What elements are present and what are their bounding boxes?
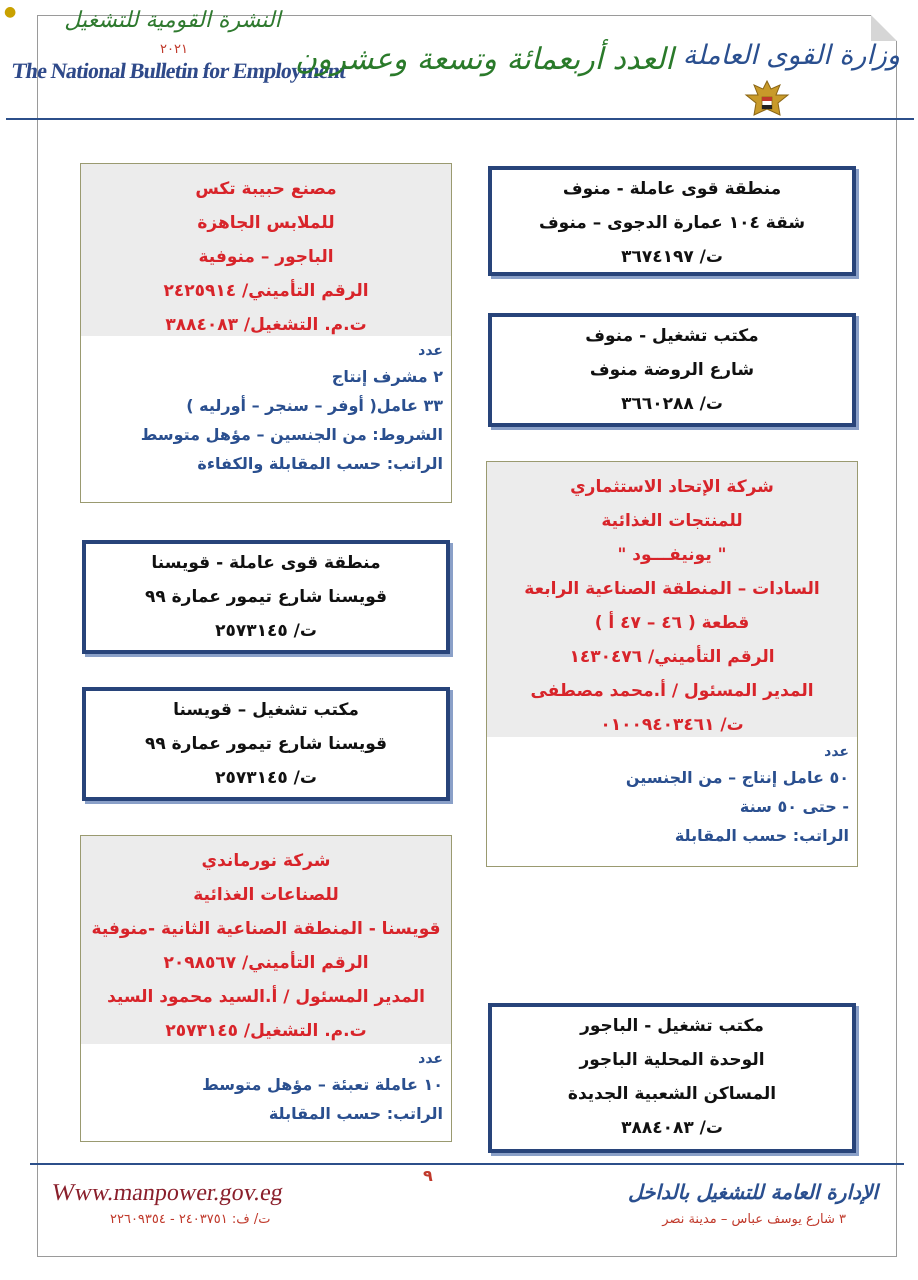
footer-phone: ت/ ف: ٢٤٠٣٧٥١ - ٢٢٦٠٩٣٥٤ bbox=[110, 1212, 271, 1227]
box-line: منطقة قوى عاملة - منوف bbox=[562, 179, 782, 199]
box-line: الوحدة المحلية الباجور bbox=[579, 1050, 765, 1070]
count-label: عدد bbox=[418, 343, 443, 359]
issue-title: العدد أربعمائة وتسعة وعشرون bbox=[295, 42, 674, 77]
job-details bbox=[81, 336, 451, 484]
page-fold-corner bbox=[871, 15, 897, 41]
bulletin-year: ٢٠٢١ bbox=[160, 42, 188, 57]
company-line: ت/ ٠١٠٠٩٤٠٣٤٦١ bbox=[600, 715, 744, 735]
job-details bbox=[81, 1044, 451, 1134]
manouf-employment-office-box bbox=[488, 313, 856, 427]
ministry-name: وزارة القوى العاملة bbox=[682, 40, 900, 71]
company-line: للصناعات الغذائية bbox=[193, 885, 339, 905]
company-details bbox=[81, 164, 451, 336]
header-divider bbox=[6, 118, 914, 120]
job-details bbox=[487, 737, 857, 856]
habiba-tex-job-box bbox=[80, 163, 452, 503]
box-line: مكتب تشغيل - منوف bbox=[585, 326, 759, 346]
box-line: مكتب تشغيل - الباجور bbox=[580, 1016, 764, 1036]
company-line: شركة الإتحاد الاستثماري bbox=[570, 477, 774, 497]
footer-divider bbox=[30, 1163, 904, 1165]
company-line: ت.م. التشغيل/ ٣٨٨٤٠٨٣ bbox=[165, 315, 367, 335]
company-line: " يونيفـــود " bbox=[617, 545, 727, 565]
department-name: الإدارة العامة للتشغيل بالداخل bbox=[627, 1180, 878, 1204]
bulletin-arabic-title: النشرة القومية للتشغيل bbox=[64, 8, 281, 33]
box-line: شقة ١٠٤ عمارة الدجوى – منوف bbox=[538, 213, 806, 233]
job-line: الراتب: حسب المقابلة bbox=[268, 1104, 443, 1123]
footer-address: ٣ شارع يوسف عباس – مدينة نصر bbox=[662, 1212, 846, 1227]
company-line: السادات – المنطقة الصناعية الرابعة bbox=[524, 579, 820, 599]
company-line: الباجور – منوفية bbox=[198, 247, 334, 267]
job-line: الراتب: حسب المقابلة bbox=[674, 826, 849, 845]
bulletin-english-title: The National Bulletin for Employment bbox=[10, 58, 348, 83]
company-line: شركة نورماندي bbox=[201, 851, 331, 871]
job-line: الشروط: من الجنسين – مؤهل متوسط bbox=[140, 425, 443, 444]
box-line: ت/ ٢٥٧٣١٤٥ bbox=[215, 621, 317, 641]
job-line: ١٠ عاملة تعبئة – مؤهل متوسط bbox=[202, 1075, 443, 1094]
pin-icon: ● bbox=[4, 4, 17, 20]
company-line: قطعة ( ٤٦ – ٤٧ أ ) bbox=[594, 613, 750, 633]
box-line: المساكن الشعبية الجديدة bbox=[567, 1084, 777, 1104]
website-link[interactable]: Www.manpower.gov.eg bbox=[50, 1180, 285, 1206]
company-details bbox=[81, 836, 451, 1044]
company-line: ت.م. التشغيل/ ٢٥٧٣١٤٥ bbox=[165, 1021, 367, 1041]
box-line: ت/ ٢٥٧٣١٤٥ bbox=[215, 768, 317, 788]
quesna-employment-office-box bbox=[82, 687, 450, 801]
page-number: ٩ bbox=[423, 1166, 433, 1185]
company-line: الرقم التأميني/ ١٤٣٠٤٧٦ bbox=[569, 647, 775, 667]
box-line: ت/ ٣٦٦٠٢٨٨ bbox=[621, 394, 723, 414]
job-line: الراتب: حسب المقابلة والكفاءة bbox=[197, 454, 443, 473]
box-line: قويسنا شارع تيمور عمارة ٩٩ bbox=[144, 587, 388, 607]
job-line: ٢ مشرف إنتاج bbox=[331, 367, 443, 386]
normandy-job-box bbox=[80, 835, 452, 1142]
company-line: للمنتجات الغذائية bbox=[601, 511, 743, 531]
box-line: قويسنا شارع تيمور عمارة ٩٩ bbox=[144, 734, 388, 754]
box-line: شارع الروضة منوف bbox=[589, 360, 755, 380]
manouf-labor-office-box bbox=[488, 166, 856, 276]
count-label: عدد bbox=[824, 744, 849, 760]
job-line: - حتى ٥٠ سنة bbox=[739, 797, 849, 816]
job-line: ٣٣ عامل( أوفر – سنجر – أورليه ) bbox=[186, 396, 443, 415]
box-line: ت/ ٣٦٧٤١٩٧ bbox=[621, 247, 723, 267]
company-line: الرقم التأميني/ ٢٠٩٨٥٦٧ bbox=[163, 953, 369, 973]
company-details bbox=[487, 462, 857, 737]
company-line: قويسنا - المنطقة الصناعية الثانية -منوفية bbox=[91, 919, 441, 939]
count-label: عدد bbox=[418, 1051, 443, 1067]
box-line: ت/ ٣٨٨٤٠٨٣ bbox=[621, 1118, 723, 1138]
company-line: مصنع حبيبة تكس bbox=[195, 179, 337, 199]
company-line: المدير المسئول / أ.السيد محمود السيد bbox=[107, 987, 425, 1007]
box-line: منطقة قوى عاملة - قويسنا bbox=[151, 553, 381, 573]
company-line: الرقم التأميني/ ٢٤٢٥٩١٤ bbox=[163, 281, 369, 301]
bagour-employment-office-box bbox=[488, 1003, 856, 1153]
quesna-labor-office-box bbox=[82, 540, 450, 654]
job-line: ٥٠ عامل إنتاج – من الجنسين bbox=[625, 768, 849, 787]
unifood-job-box bbox=[486, 461, 858, 867]
box-line: مكتب تشغيل – قويسنا bbox=[173, 700, 359, 720]
company-line: المدير المسئول / أ.محمد مصطفى bbox=[530, 681, 814, 701]
company-line: للملابس الجاهزة bbox=[197, 213, 335, 233]
